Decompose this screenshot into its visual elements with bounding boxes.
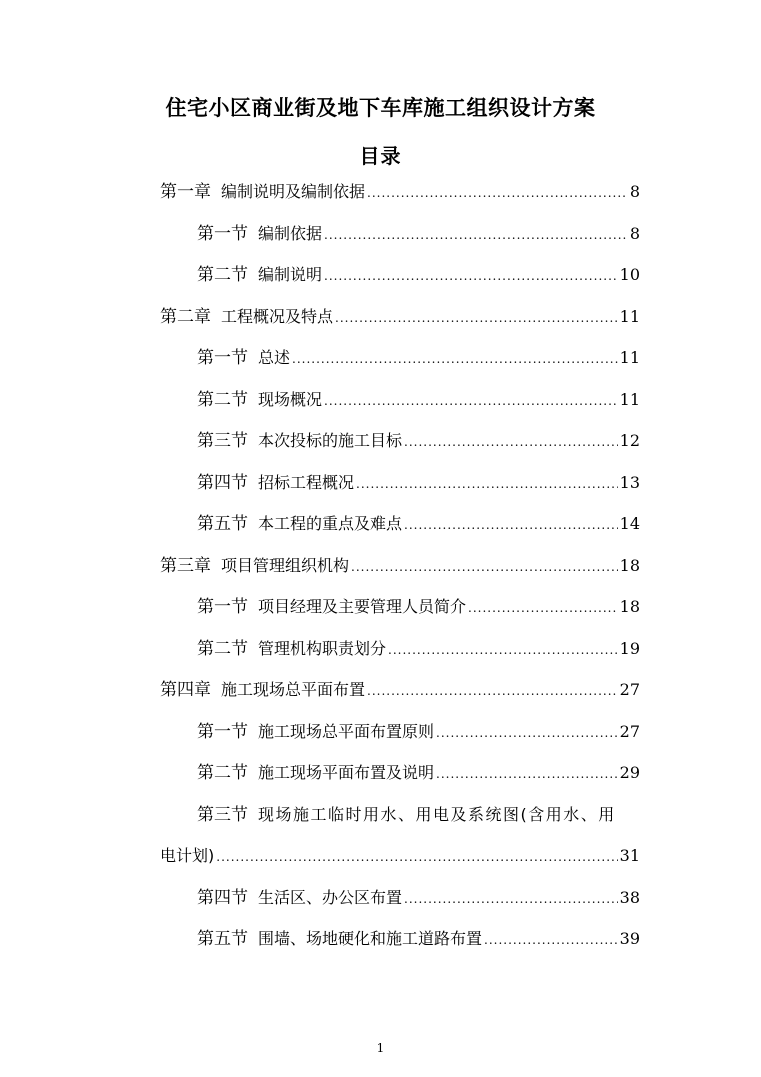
toc-label: 第三节 bbox=[197, 431, 248, 451]
toc-title: 现场概况 bbox=[258, 390, 323, 409]
toc-leader-dots bbox=[404, 888, 618, 910]
toc-leader-dots bbox=[216, 846, 617, 868]
toc-section[interactable] bbox=[197, 762, 640, 785]
toc-label: 第二节 bbox=[197, 639, 248, 659]
toc-leader-dots bbox=[484, 929, 618, 951]
toc-title: 工程概况及特点 bbox=[221, 307, 334, 326]
toc-page-number: 38 bbox=[619, 888, 640, 907]
toc-title: 施工现场总平面布置原则 bbox=[258, 722, 435, 741]
toc-title: 现场施工临时用水、用电及系统图(含用水、用 bbox=[258, 805, 616, 824]
toc-page-number: 11 bbox=[619, 390, 640, 409]
toc-page-number: 11 bbox=[619, 348, 640, 367]
toc-section[interactable] bbox=[197, 223, 640, 246]
toc-title: 本工程的重点及难点 bbox=[258, 514, 403, 533]
toc-section[interactable] bbox=[197, 513, 640, 536]
toc-leader-dots bbox=[404, 431, 618, 453]
toc-page-number: 10 bbox=[619, 265, 640, 284]
toc-page-number: 27 bbox=[619, 680, 640, 699]
toc-label: 第二章 bbox=[160, 307, 211, 327]
toc-label: 第一节 bbox=[197, 597, 248, 617]
toc-title: 生活区、办公区布置 bbox=[258, 888, 403, 907]
toc-title: 本次投标的施工目标 bbox=[258, 431, 403, 450]
toc-page-number: 27 bbox=[619, 722, 640, 741]
toc-section[interactable] bbox=[197, 928, 640, 951]
toc-section[interactable] bbox=[197, 389, 640, 412]
toc-title: 施工现场平面布置及说明 bbox=[258, 763, 435, 782]
toc-title: 项目管理组织机构 bbox=[221, 556, 350, 575]
toc-page-number: 8 bbox=[629, 182, 640, 201]
toc-title: 编制说明 bbox=[258, 265, 323, 284]
toc-title: 项目经理及主要管理人员简介 bbox=[258, 597, 467, 616]
page-number: 1 bbox=[376, 1041, 385, 1055]
toc-page-number: 11 bbox=[619, 307, 640, 326]
toc-page-number: 13 bbox=[619, 473, 640, 492]
toc-leader-dots bbox=[367, 680, 618, 702]
toc-label: 第三章 bbox=[160, 556, 211, 576]
toc-leader-dots bbox=[324, 390, 618, 412]
toc-chapter-3[interactable] bbox=[160, 555, 640, 578]
toc-leader-dots bbox=[404, 514, 618, 536]
toc-page-number: 18 bbox=[619, 597, 640, 616]
toc-label: 第一节 bbox=[197, 722, 248, 742]
toc-label: 第四节 bbox=[197, 473, 248, 493]
toc-section[interactable] bbox=[197, 596, 640, 619]
toc-label: 第一节 bbox=[197, 348, 248, 368]
toc-leader-dots bbox=[356, 473, 618, 495]
toc-title: 招标工程概况 bbox=[258, 473, 355, 492]
toc-leader-dots bbox=[335, 307, 618, 329]
toc-title-continuation: 电计划) bbox=[160, 846, 215, 865]
toc-label: 第三节 bbox=[197, 805, 248, 825]
toc-leader-dots bbox=[436, 763, 618, 785]
toc-label: 第四章 bbox=[160, 680, 211, 700]
toc-section[interactable] bbox=[197, 347, 640, 370]
toc-page-number: 12 bbox=[619, 431, 640, 450]
toc-title: 管理机构职责划分 bbox=[258, 639, 387, 658]
toc-label: 第五节 bbox=[197, 514, 248, 534]
toc-section[interactable] bbox=[197, 264, 640, 287]
toc-label: 第二节 bbox=[197, 763, 248, 783]
toc-leader-dots bbox=[351, 556, 618, 578]
toc-section[interactable] bbox=[197, 721, 640, 744]
toc-page-number: 8 bbox=[629, 224, 640, 243]
toc-label: 第二节 bbox=[197, 390, 248, 410]
toc-section[interactable] bbox=[197, 430, 640, 453]
toc-section-continuation[interactable] bbox=[160, 845, 640, 868]
toc-title: 总述 bbox=[258, 348, 291, 367]
toc-label: 第一章 bbox=[160, 182, 211, 202]
toc-label: 第二节 bbox=[197, 265, 248, 285]
toc-leader-dots bbox=[324, 265, 618, 287]
toc-page-number: 19 bbox=[619, 639, 640, 658]
toc-page-number: 29 bbox=[619, 763, 640, 782]
toc-leader-dots bbox=[292, 348, 618, 370]
toc-title: 施工现场总平面布置 bbox=[221, 680, 366, 699]
toc-heading: 目录 bbox=[359, 144, 402, 168]
toc-page-number: 14 bbox=[619, 514, 640, 533]
toc-label: 第四节 bbox=[197, 888, 248, 908]
toc-chapter-2[interactable] bbox=[160, 306, 640, 329]
toc-leader-dots bbox=[388, 639, 618, 661]
toc-leader-dots bbox=[468, 597, 618, 619]
toc-page-number: 39 bbox=[619, 929, 640, 948]
toc-title: 编制说明及编制依据 bbox=[221, 182, 366, 201]
toc-section[interactable] bbox=[197, 638, 640, 661]
toc-leader-dots bbox=[436, 722, 618, 744]
toc-title: 围墙、场地硬化和施工道路布置 bbox=[258, 929, 483, 948]
toc-chapter-4[interactable] bbox=[160, 679, 640, 702]
toc-label: 第五节 bbox=[197, 929, 248, 949]
document-title: 住宅小区商业街及地下车库施工组织设计方案 bbox=[165, 96, 596, 120]
toc-chapter-1[interactable] bbox=[160, 181, 640, 204]
toc-section-wrapped[interactable] bbox=[197, 804, 640, 826]
toc-page-number: 31 bbox=[619, 846, 640, 865]
toc-section[interactable] bbox=[197, 887, 640, 910]
toc-label: 第一节 bbox=[197, 224, 248, 244]
toc-leader-dots bbox=[324, 224, 628, 246]
toc-section[interactable] bbox=[197, 472, 640, 495]
toc-page-number: 18 bbox=[619, 556, 640, 575]
toc-title: 编制依据 bbox=[258, 224, 323, 243]
toc-leader-dots bbox=[367, 182, 628, 204]
